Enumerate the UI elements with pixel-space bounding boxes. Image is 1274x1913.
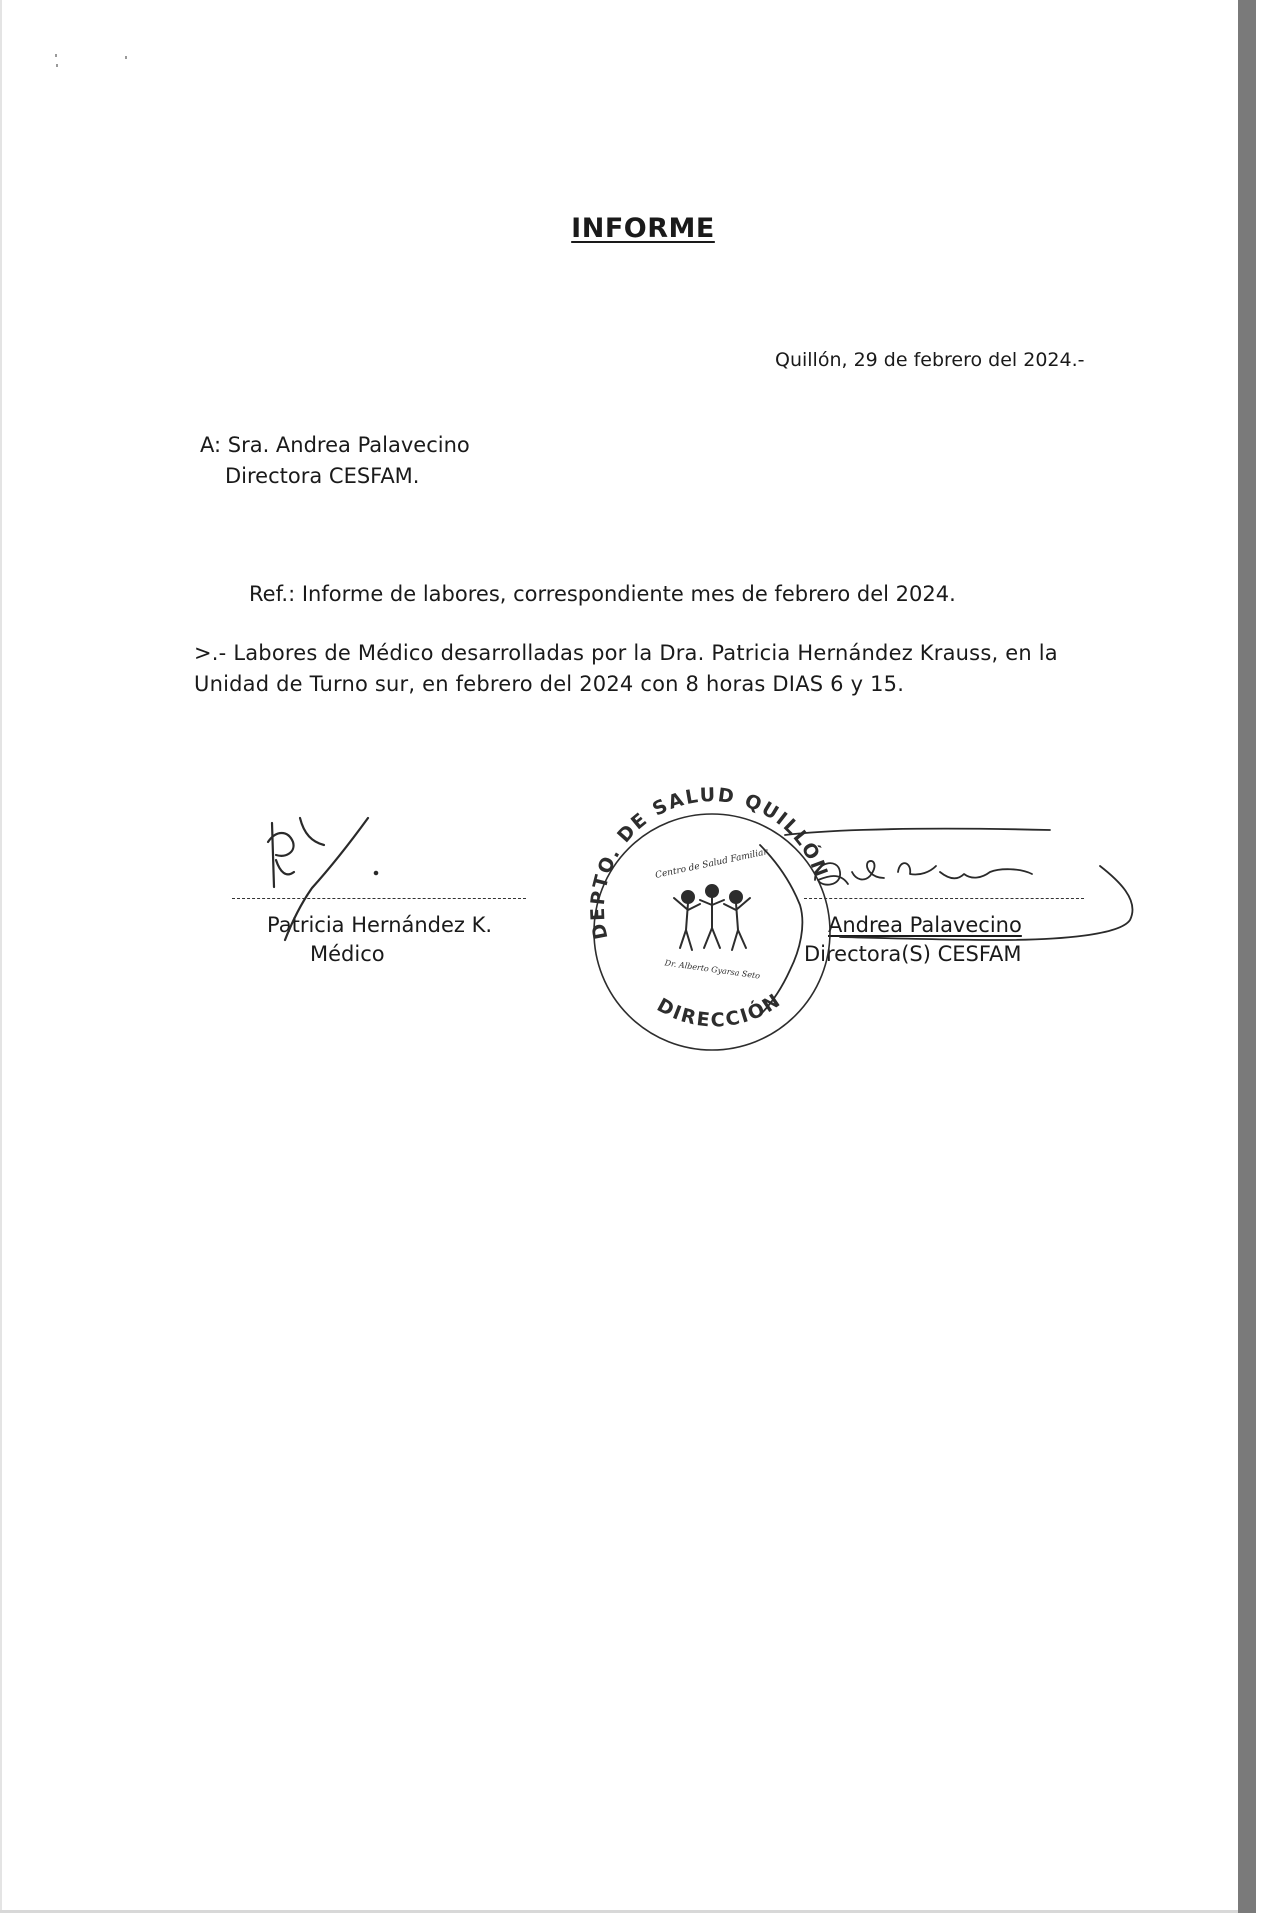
signatory-role-left: Médico [310, 942, 385, 966]
stamp-inner-text: Centro de Salud Familiar [654, 847, 769, 881]
signature-line-right [804, 898, 1084, 899]
scan-right-edge [1238, 0, 1256, 1913]
date-line: Quillón, 29 de febrero del 2024.- [775, 349, 1085, 371]
signatory-role-right: Directora(S) CESFAM [804, 942, 1022, 966]
recipient-title: Directora CESFAM. [225, 464, 420, 488]
signatory-name-right: Andrea Palavecino [828, 913, 1022, 937]
scan-speck [55, 54, 57, 57]
document-title: INFORME [571, 213, 715, 244]
recipient-name: A: Sra. Andrea Palavecino [200, 433, 470, 457]
svg-text:DEPTO. DE SALUD QUILLÓN [587, 784, 832, 941]
stamp-bottom-text: DIRECCIÓN [653, 988, 786, 1032]
signatory-name-left: Patricia Hernández K. [267, 913, 493, 937]
stamp-top-text: DEPTO. DE SALUD QUILLÓN [586, 783, 833, 942]
stamp-inner-name: Dr. Alberto Gyarsa Seto [664, 958, 761, 981]
scan-left-shadow [0, 0, 2, 1913]
scan-speck [125, 56, 127, 59]
scan-speck [56, 64, 58, 67]
body-paragraph-line-2: Unidad de Turno sur, en febrero del 2024 con 8 horas DIAS 6 y 15. [194, 672, 905, 696]
reference-line: Ref.: Informe de labores, correspondiente mes de febrero del 2024. [249, 582, 956, 606]
signature-line-left [232, 898, 526, 899]
svg-text:DIRECCIÓN [653, 989, 785, 1032]
body-paragraph-line-1: >.- Labores de Médico desarrolladas por la Dra. Patricia Hernández Krauss, en la [194, 641, 1058, 665]
